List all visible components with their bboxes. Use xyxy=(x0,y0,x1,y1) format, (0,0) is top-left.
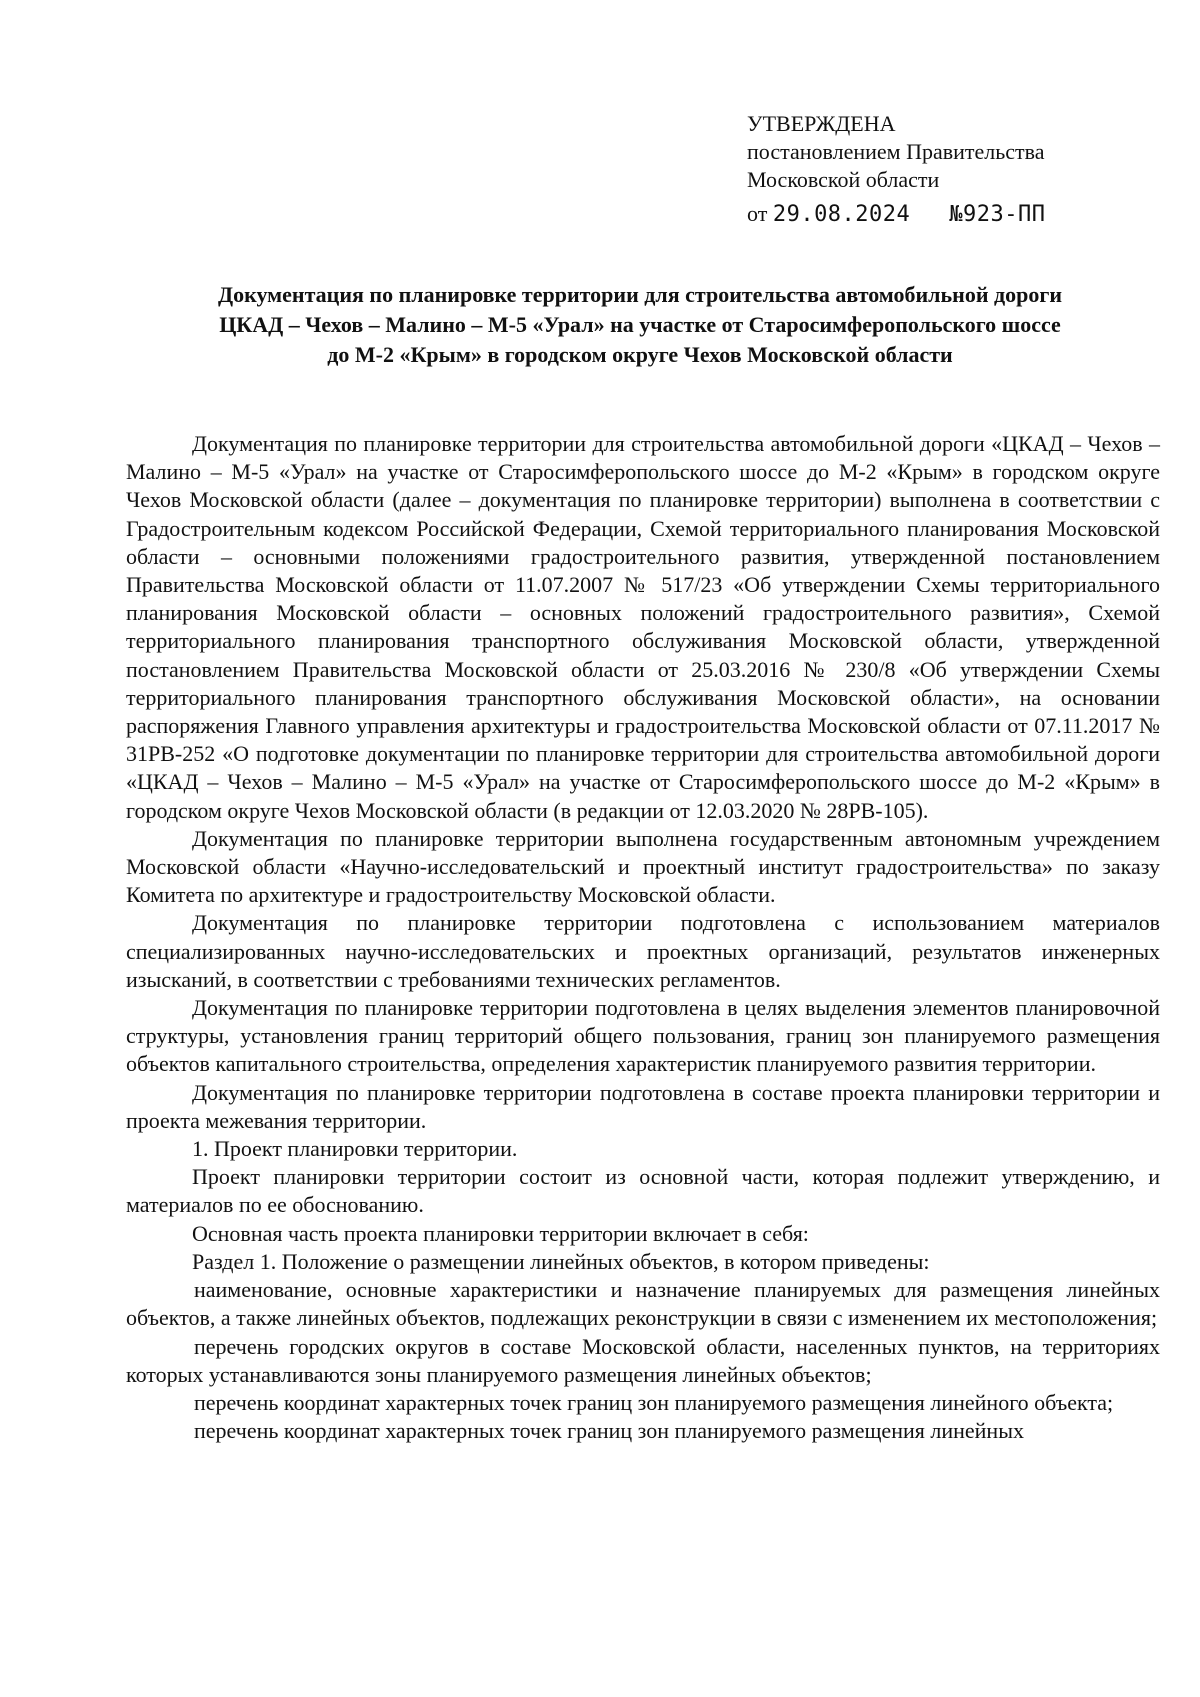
paragraph-basis: Документация по планировке территории для строительства автомобильной дороги «ЦКАД – Чехов – Малино – М-5 «Урал» на участке от Старосимферопольского шоссе до М-2 «Крым» в городском округе Чехов Московской области (далее – документация по планировке территории) выполнена в соответствии с Градостроительным кодексом Российской Федерации, Схемой территориального планирования Московской области – основными положениями градостроительного развития, утвержденной постановлением Правительства Московской области от 11.07.2007 № 517/23 «Об утверждении Схемы территориального планирования Московской области – основных положений градостроительного развития», Схемой территориального планирования транспортного обслуживания Московской области, утвержденной постановлением Правительства Московской области от 25.03.2016 № 230/8 «Об утверждении Схемы территориального планирования транспортного обслуживания Московской области», на основании распоряжения Главного управления архитектуры и градостроительства Московской области от 07.11.2017 № 31РВ-252 «О подготовке документации по планировке территории для строительства автомобильной дороги «ЦКАД – Чехов – Малино – М-5 «Урал» на участке от Старосимферопольского шоссе до М-2 «Крым» в городском округе Чехов Московской области (в редакции от 12.03.2020 № 28РВ-105). xyxy=(126,431,1160,823)
list-item-coordinates-linear: перечень координат характерных точек границ зон планируемого размещения линейных xyxy=(194,1418,1024,1444)
approval-issuer-line1: постановлением Правительства xyxy=(747,139,1045,164)
approval-status: УТВЕРЖДЕНА xyxy=(747,111,896,136)
list-item-coordinates-zone: перечень координат характерных точек границ зон планируемого размещения линейного объекта; xyxy=(194,1389,1114,1415)
title-line-2: ЦКАД – Чехов – Малино – М-5 «Урал» на участке от Старосимферопольского шоссе xyxy=(219,312,1061,337)
approval-number: №923-ПП xyxy=(949,202,1046,227)
document-body xyxy=(126,430,1160,1445)
approval-date: 29.08.2024 xyxy=(772,202,911,227)
approval-date-prefix: от xyxy=(747,201,768,226)
approval-date-row xyxy=(747,200,1167,229)
title-line-1: Документация по планировке территории для строительства автомобильной дороги xyxy=(217,282,1063,307)
document-title xyxy=(120,280,1160,370)
list-item-naming: наименование, основные характеристики и назначение планируемых для размещения линейных объектов, а также линейных объектов, подлежащих реконструкции в связи с изменением их местоположения; xyxy=(126,1277,1160,1331)
paragraph-composition: Документация по планировке территории подготовлена в составе проекта планировки территории и проекта межевания территории. xyxy=(126,1079,1160,1133)
paragraph-materials: Документация по планировке территории подготовлена с использованием материалов специализированных научно-исследовательских и проектных организаций, результатов инженерных изысканий, в соответствии с требованиями технических регламентов. xyxy=(126,910,1160,992)
approval-stamp xyxy=(747,110,1167,229)
paragraph-performer: Документация по планировке территории выполнена государственным автономным учреждением Московской области «Научно-исследовательский и проектный институт градостроительства» по заказу Комитета по архитектуре и градостроительству Московской области. xyxy=(126,825,1160,908)
paragraph-section-1: Раздел 1. Положение о размещении линейных объектов, в котором приведены: xyxy=(192,1248,930,1274)
approval-issuer-line2: Московской области xyxy=(747,167,940,192)
paragraph-purpose: Документация по планировке территории подготовлена в целях выделения элементов планировочной структуры, установления границ территорий общего пользования, границ зон планируемого размещения объектов капитального строительства, определения характеристик планируемого развития территории. xyxy=(126,995,1160,1077)
section-heading-planning-project: 1. Проект планировки территории. xyxy=(192,1136,518,1162)
paragraph-project-structure: Проект планировки территории состоит из основной части, которая подлежит утверждению, и материалов по ее обоснованию. xyxy=(126,1164,1160,1218)
title-line-3: до М-2 «Крым» в городском округе Чехов Московской области xyxy=(327,342,953,367)
list-item-districts: перечень городских округов в составе Московской области, населенных пунктов, на территориях которых устанавливаются зоны планируемого размещения линейных объектов; xyxy=(126,1333,1160,1387)
paragraph-main-part: Основная часть проекта планировки территории включает в себя: xyxy=(192,1220,809,1246)
